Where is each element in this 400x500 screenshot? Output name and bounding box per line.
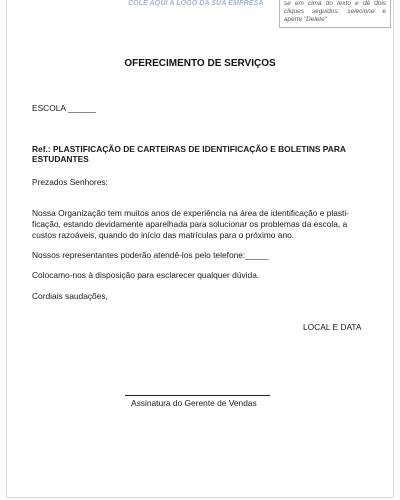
reference-line-1: Ref.: PLASTIFICAÇÃO DE CARTEIRAS DE IDENTIFICAÇÃO E BOLETINS PARA <box>32 144 346 154</box>
place-date: LOCAL E DATA <box>303 322 362 332</box>
body-line-3: custos razoáveis, quando do início das matrículas para o próximo ano. <box>32 230 295 240</box>
instruction-hint-box: se em cima do texto e dê dois cliques seguidos, selecione e aperte "Delete" <box>279 0 391 28</box>
school-line: ESCOLA ______ <box>32 103 96 113</box>
availability-line: Colocamo-nos à disposição para esclarecer qualquer dúvida. <box>32 270 260 280</box>
document-title: OFERECIMENTO DE SERVIÇOS <box>124 58 276 69</box>
document-page <box>6 0 394 498</box>
signature-line <box>125 395 270 396</box>
reference-line-2: ESTUDANTES <box>32 154 89 164</box>
body-line-1: Nossa Organização tem muitos anos de experiência na área de identificação e plasti- <box>32 208 350 218</box>
signature-label: Assinatura do Gerente de Vendas <box>131 398 257 408</box>
representatives-line: Nossos representantes poderão atendê-los pelo telefone:_____ <box>32 250 269 260</box>
body-line-2: ficação, estando devidamente aparelhada para solucionar os problemas da escola, a <box>32 219 348 229</box>
greeting: Prezados Senhores: <box>32 177 108 187</box>
logo-placeholder: COLE AQUI A LOGO DA SUA EMPRESA <box>128 0 264 7</box>
closing-line: Cordiais saudações, <box>32 291 108 301</box>
